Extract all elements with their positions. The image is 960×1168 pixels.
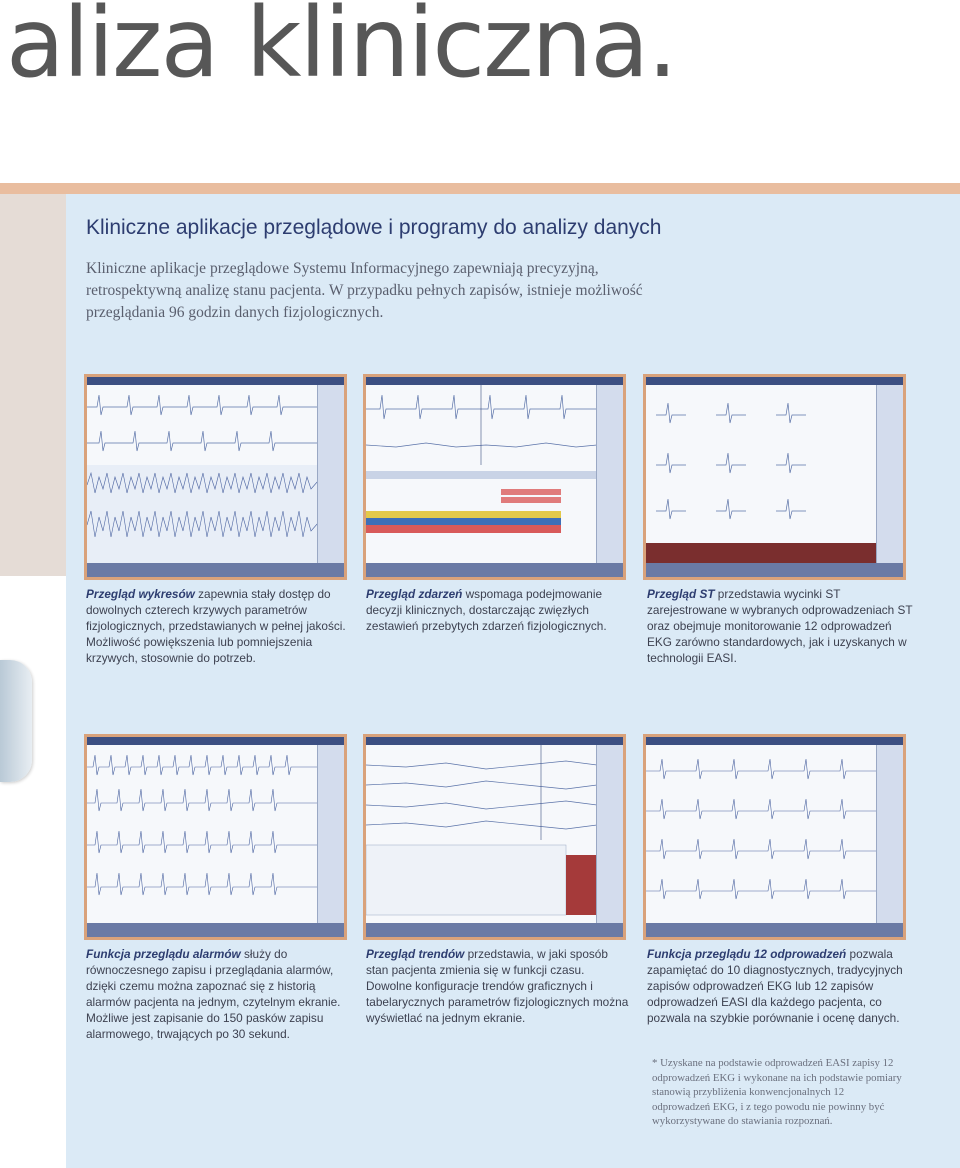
decorative-band xyxy=(0,183,960,194)
decorative-strip xyxy=(0,194,66,576)
screenshot-trend-review xyxy=(363,734,626,940)
section-intro: Kliniczne aplikacje przeglądowe Systemu Informacyjnego zapewniają precyzyjną, retrospektywną analizę stanu pacjenta. W przypadku pełnych zapisów, istnieje możliwość przeglądania 96 godzin danych fizjologicznych. xyxy=(86,260,643,321)
screenshot-st-review xyxy=(643,374,906,580)
caption-trend-review: Przegląd trendów przedstawia, w jaki sposób stan pacjenta zmienia się w funkcji czasu. Dowolne konfiguracje trendów graficznych i tabelarycznych parametrów fizjologicznych można wyświetlać na jednym ekranie. xyxy=(366,947,629,1025)
caption-waveform-review: Przegląd wykresów zapewnia stały dostęp do dowolnych czterech krzywych parametrów fizjologicznych, przedstawianych w pełnej jakości. Możliwość powiększenia lub pomniejszenia krzywych, stosownie do potrzeb. xyxy=(86,587,346,665)
footnote: * Uzyskane na podstawie odprowadzeń EASI zapisy 12 odprowadzeń EKG i wykonane na ich podstawie pomiary stanowią przybliżenia konwencjonalnych 12 odprowadzeń EKG, i z tego powodu nie powinny być wykorzystywane do stawiania rozpoznań. xyxy=(652,1057,902,1127)
section-title: Kliniczne aplikacje przeglądowe i programy do analizy danych xyxy=(86,216,662,239)
page-heading: aliza kliniczna. xyxy=(6,0,676,99)
screenshot-event-review xyxy=(363,374,626,580)
caption-12-lead-review: Funkcja przeglądu 12 odprowadzeń pozwala zapamiętać do 10 diagnostycznych, tradycyjnych zapisów odprowadzeń EKG lub 12 zapisów odprowadzeń EASI dla każdego pacjenta, co pozwala na szybkie porównanie i ocenę danych. xyxy=(647,947,903,1025)
screenshot-waveform-review xyxy=(84,374,347,580)
monitor-device-image xyxy=(0,660,32,782)
caption-event-review: Przegląd zdarzeń wspomaga podejmowanie decyzji klinicznych, dostarczając zwięzłych zestawień przebytych zdarzeń fizjologicznych. xyxy=(366,587,607,633)
caption-st-review: Przegląd ST przedstawia wycinki ST zarejestrowane w wybranych odprowadzeniach ST oraz obejmuje monitorowanie 12 odprowadzeń EKG zarówno standardowych, jak i uzyskanych w technologii EASI. xyxy=(647,587,913,665)
caption-alarm-review: Funkcja przeglądu alarmów służy do równoczesnego zapisu i przeglądania alarmów, dzięki czemu można zapoznać się z historią alarmów pacjenta na jednym, czytelnym ekranie. Możliwe jest zapisanie do 150 pasków zapisu alarmowego, trwających po 30 sekund. xyxy=(86,947,341,1041)
screenshot-alarm-review xyxy=(84,734,347,940)
screenshot-12-lead-review xyxy=(643,734,906,940)
